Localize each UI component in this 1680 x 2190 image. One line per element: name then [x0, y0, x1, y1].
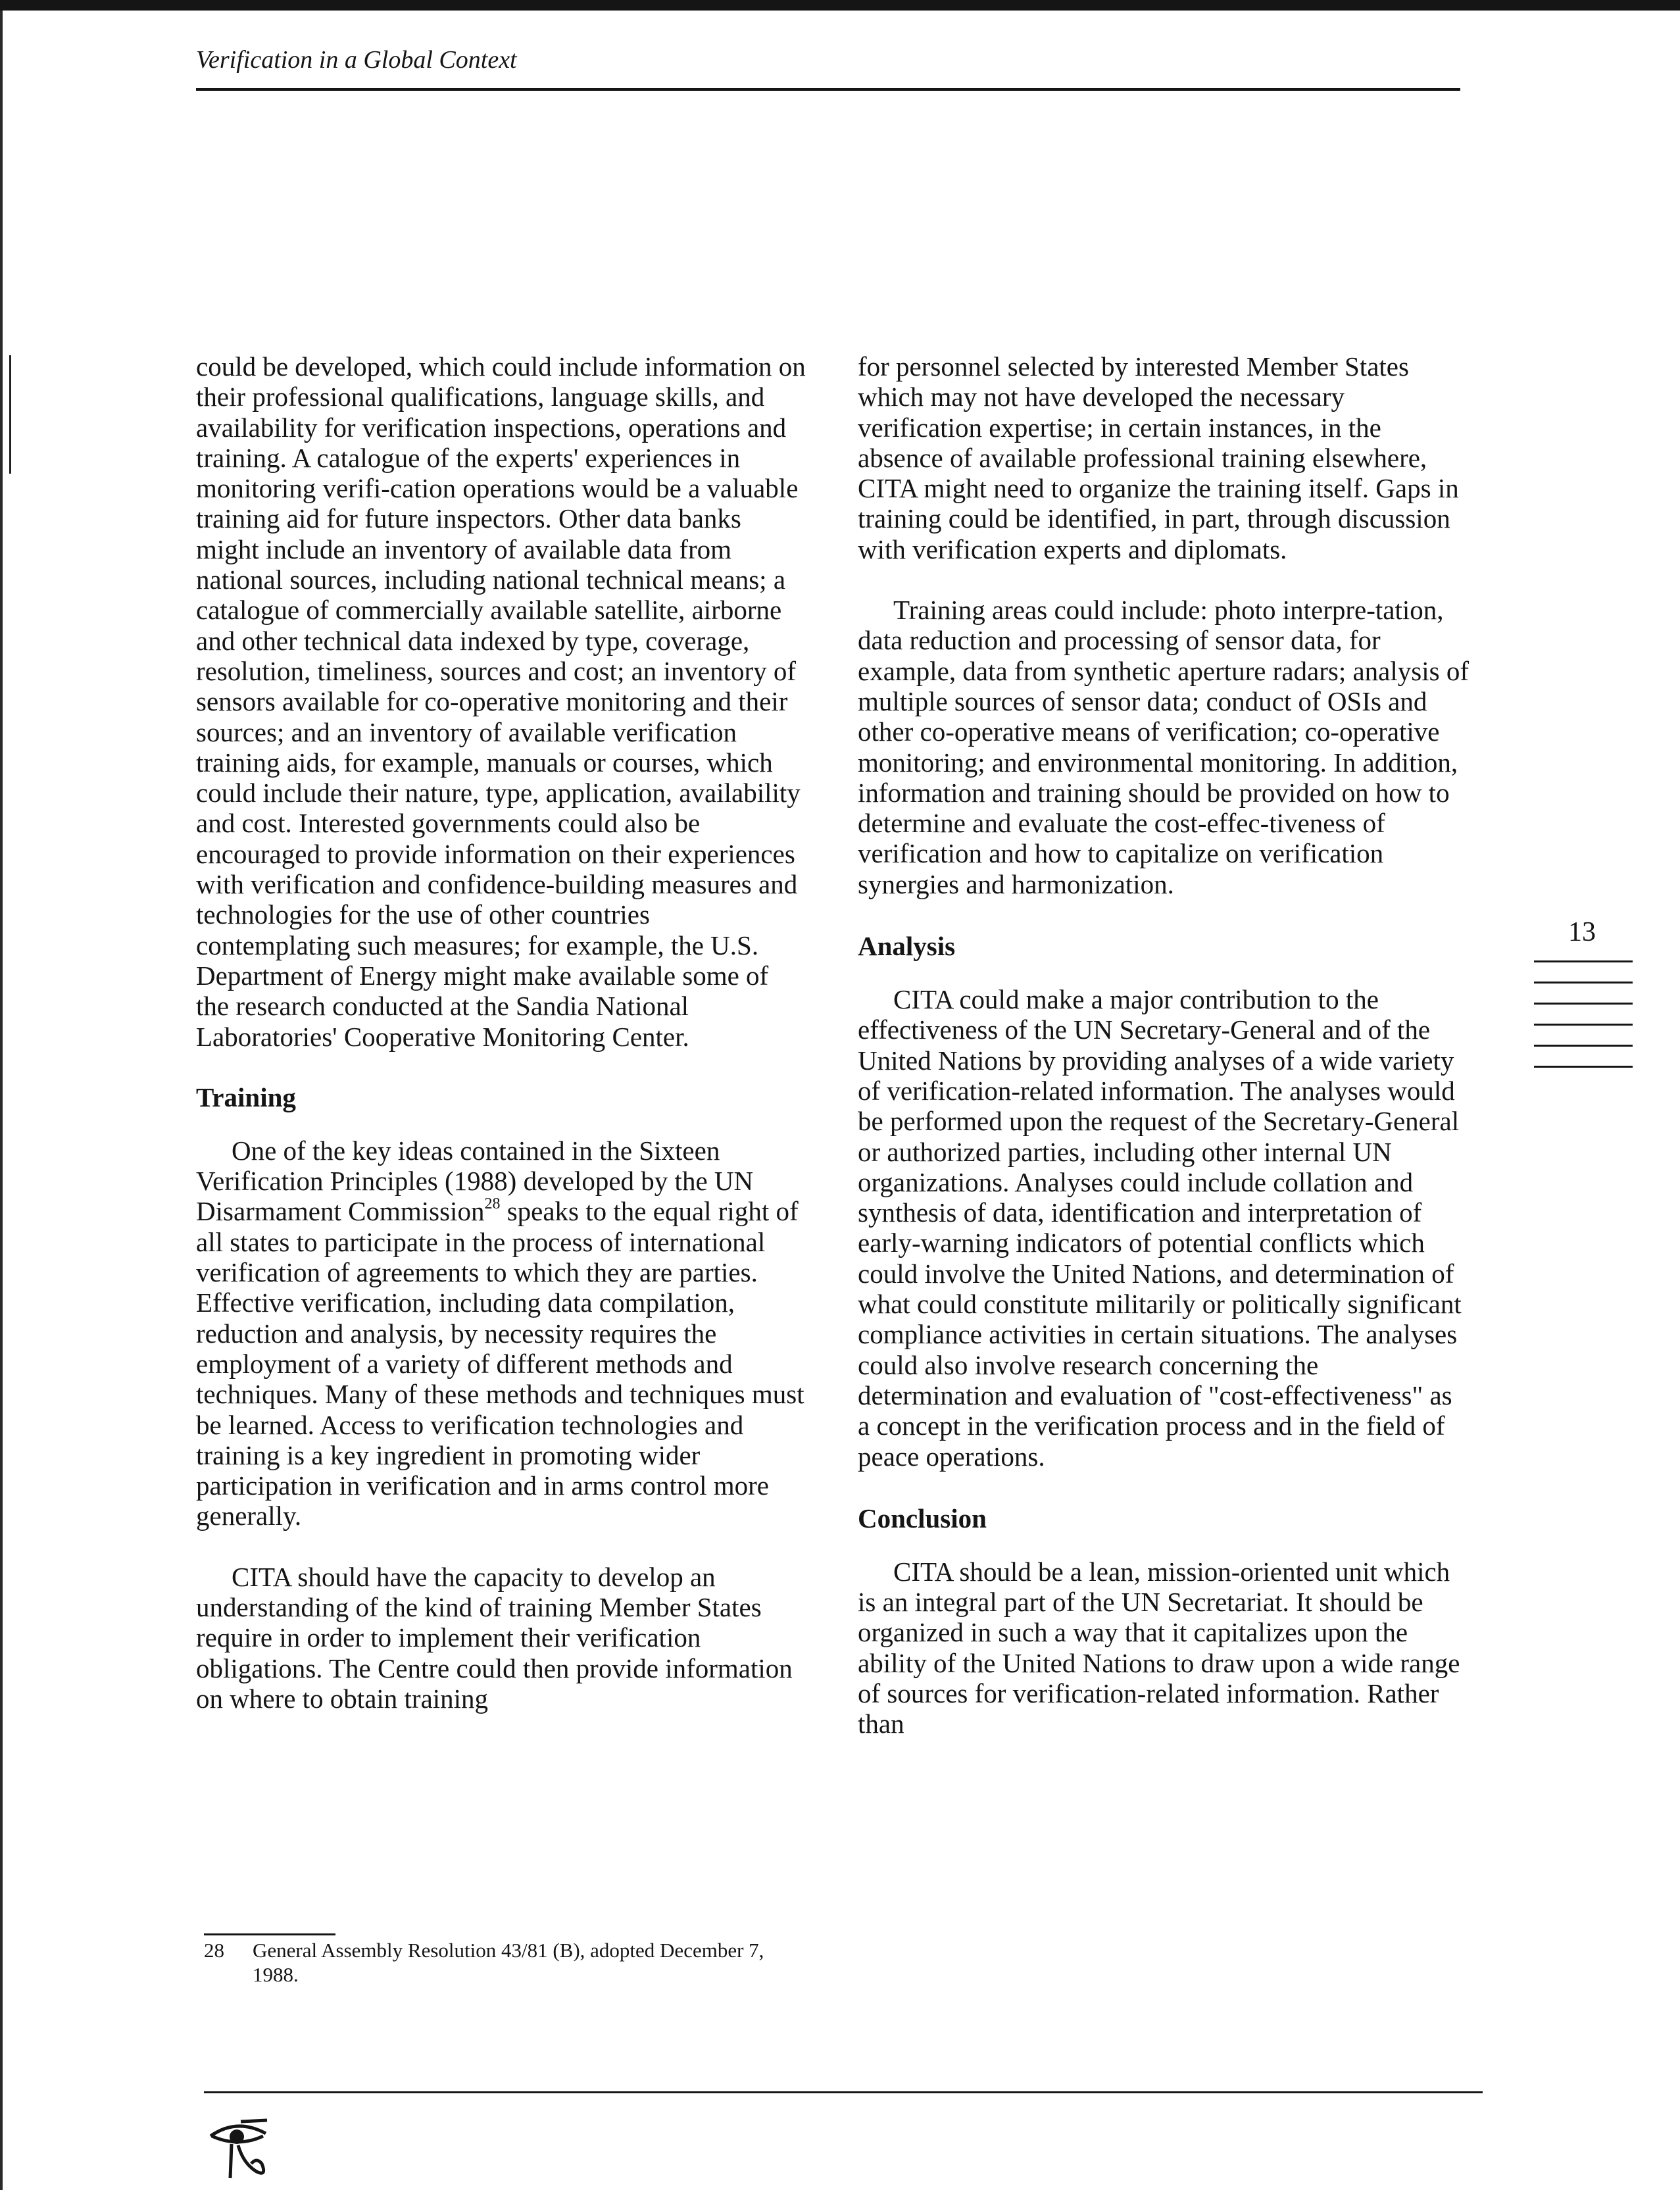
- margin-rule: [1534, 982, 1633, 983]
- margin-rule: [1534, 1045, 1633, 1047]
- left-column: [196, 351, 808, 1714]
- scan-top-edge: [0, 0, 1680, 11]
- paragraph: could be developed, which could include information on their professional qualifications, language skills, and availability for verification inspections, operations and training. A catalogue of the experts' experiences in monitoring verifi-cation operations would be a valuable training aid for future inspectors. Other data banks might include an inventory of available data from national sources, including national technical means; a catalogue of commercially available satellite, airborne and other technical data indexed by type, coverage, resolution, timeliness, sources and cost; an inventory of sensors available for co-operative monitoring and their sources; and an inventory of available verification training aids, for example, manuals or courses, which could include their nature, type, application, availability and cost. Interested governments could also be encouraged to provide information on their experiences with verification and confidence-building measures and technologies for the use of other countries contemplating such measures; for example, the U.S. Department of Energy might make available some of the research conducted at the Sandia National Laboratories' Cooperative Monitoring Center.: [196, 351, 806, 1052]
- footnote: [204, 1938, 796, 1987]
- paragraph: for personnel selected by interested Member States which may not have developed the necessary verification expertise; in certain instances, in the absence of available professional training elsewhere, CITA might need to organize the training itself. Gaps in training could be identified, in part, through discussion with verification experts and diplomats.: [858, 351, 1459, 564]
- paragraph: Training areas could include: photo interpre-tation, data reduction and processing of sensor data, for example, data from synthetic aperture radars; analysis of multiple sources of sensor data; conduct of OSIs and other co-operative means of verification; co-operative monitoring; and environmental monitoring. In addition, information and training should be provided on how to determine and evaluate the cost-effec-tiveness of verification and how to capitalize on verification synergies and harmonization.: [858, 595, 1469, 899]
- running-head: Verification in a Global Context: [196, 46, 517, 74]
- margin-rule: [1534, 1003, 1633, 1005]
- paragraph-text: One of the key ideas contained in the Sixteen Verification Principles (1988) developed by the UN Disarmament Commission: [196, 1135, 754, 1227]
- footnote-text: General Assembly Resolution 43/81 (B), adopted December 7, 1988.: [253, 1939, 764, 1986]
- footnote-number: 28: [204, 1939, 224, 1962]
- right-column: [858, 351, 1470, 1739]
- paragraph: CITA should have the capacity to develop an understanding of the kind of training Member States require in order to implement their verification obligations. The Centre could then provide information on where to obtain training: [196, 1561, 793, 1714]
- paragraph: CITA should be a lean, mission-oriented unit which is an integral part of the UN Secretariat. It should be organized in such a way that it capitalizes upon the ability of the United Nations to draw upon a wide range of sources for verification-related information. Rather than: [858, 1556, 1460, 1739]
- footnote-rule: [204, 1933, 335, 1935]
- section-heading-analysis: Analysis: [858, 931, 956, 962]
- section-heading-training: Training: [196, 1082, 296, 1112]
- footnote-reference[interactable]: 28: [484, 1195, 501, 1213]
- paragraph: CITA could make a major contribution to the effectiveness of the UN Secretary-General and of the United Nations by providing analyses of a wide variety of verification-related information. The analyses would be performed upon the request of the Secretary-General or authorized parties, including other internal UN organizations. Analyses could include collation and synthesis of data, identification and interpretation of early-warning indicators of potential conflicts which could involve the United Nations, and determination of what could constitute militarily or politically significant compliance activities in certain situations. The analyses could also involve research concerning the determination and evaluation of "cost-effectiveness" as a concept in the verification process and in the field of peace operations.: [858, 984, 1462, 1472]
- margin-rule: [1534, 1066, 1633, 1068]
- section-heading-conclusion: Conclusion: [858, 1503, 987, 1533]
- margin-rules: [1534, 960, 1633, 1087]
- scan-margin-mark: [9, 355, 11, 474]
- margin-rule: [1534, 960, 1633, 962]
- paragraph-text: speaks to the equal right of all states to participate in the process of international verification of agreements to which they are parties. Effective verification, including data compilation, reduction and analysis, by necessity requires the employment of a variety of different methods and techniques. Many of these methods and techniques must be learned. Access to verification technologies and training is a key ingredient in promoting wider participation in verification and in arms control more generally.: [196, 1196, 804, 1531]
- paragraph: [196, 1135, 808, 1531]
- scan-left-edge: [0, 11, 3, 2190]
- page-number: 13: [1568, 917, 1596, 947]
- footer-rule: [204, 2091, 1483, 2093]
- eye-of-horus-icon: [207, 2116, 270, 2182]
- margin-rule: [1534, 1024, 1633, 1026]
- header-rule: [196, 88, 1460, 91]
